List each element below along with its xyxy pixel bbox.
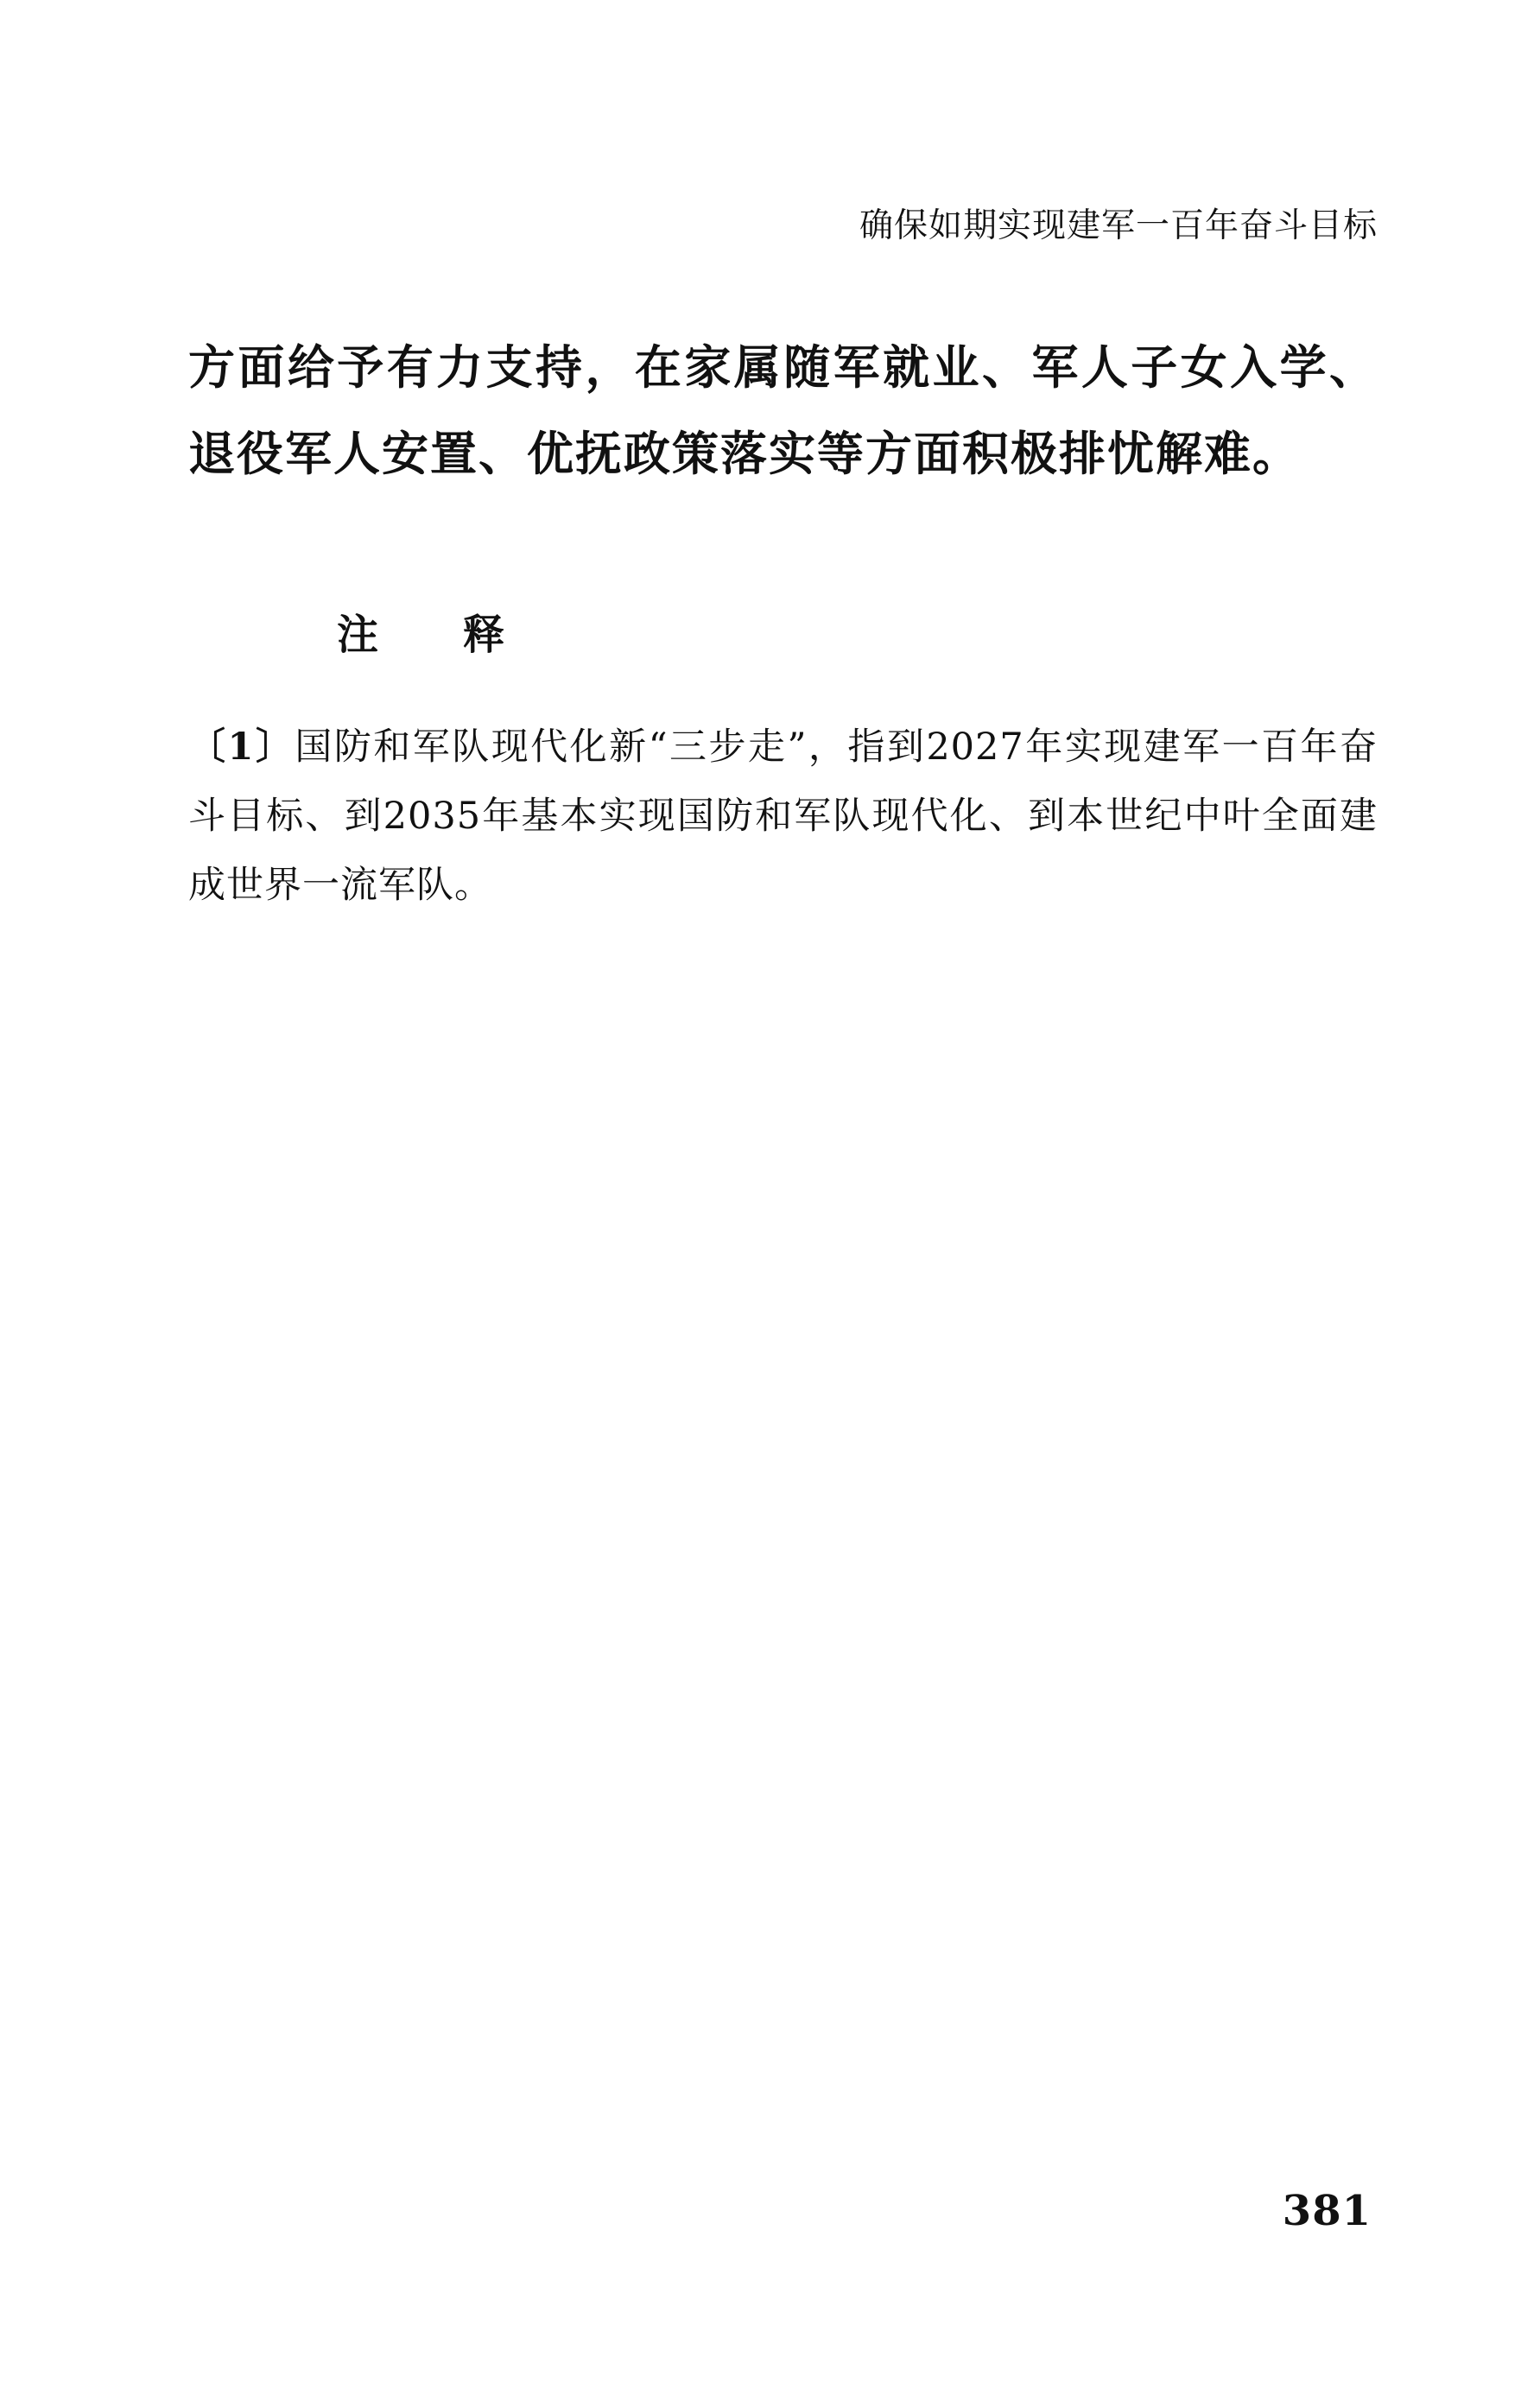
footnote: [188, 713, 1378, 920]
notes-heading: [337, 609, 504, 661]
running-header: 确保如期实现建军一百年奋斗目标: [859, 206, 1378, 245]
footnote-text: 国防和军队现代化新“三步走”，指到2027年实现建军一百年奋斗目标、到2035年基本实现国防和军队现代化、到本世纪中叶全面建成世界一流军队。: [188, 725, 1378, 907]
footnote-number: 〔1〕: [188, 725, 295, 769]
page-number: 381: [1282, 2187, 1372, 2235]
notes-heading-char-2: 释: [463, 611, 505, 659]
body-paragraph: 方面给予有力支持，在家属随军就业、军人子女入学、退役军人安置、优抚政策落实等方面积极排忧解难。: [188, 339, 1378, 481]
notes-heading-char-1: 注: [337, 611, 379, 659]
